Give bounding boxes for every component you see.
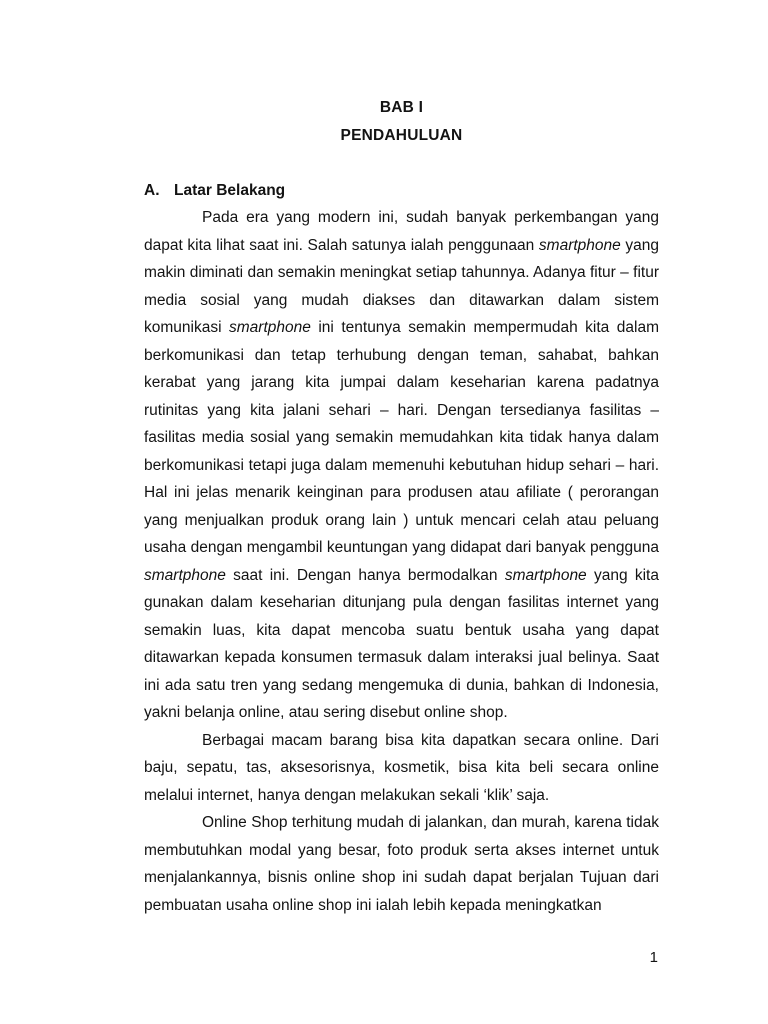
- paragraph-latar-belakang-1: Pada era yang modern ini, sudah banyak perkembangan yang dapat kita lihat saat ini. Salah satunya ialah penggunaan smartphone yang makin diminati dan semakin meningkat setiap tahunnya. Adanya fitur – fitur media sosial yang mudah diakses dan ditawarkan dalam sistem komunikasi smartphone ini tentunya semakin mempermudah kita dalam berkomunikasi dan tetap terhubung dengan teman, sahabat, bahkan kerabat yang jarang kita jumpai dalam keseharian karena padatnya rutinitas yang kita jalani sehari – hari. Dengan tersedianya fasilitas – fasilitas media sosial yang semakin memudahkan kita tidak hanya dalam berkomunikasi tetapi juga dalam memenuhi kebutuhan hidup sehari – hari. Hal ini jelas menarik keinginan para produsen atau afiliate ( perorangan yang menjualkan produk orang lain ) untuk mencari celah atau peluang usaha dengan mengambil keuntungan yang didapat dari banyak pengguna smartphone saat ini. Dengan hanya bermodalkan smartphone yang kita gunakan dalam keseharian ditunjang pula dengan fasilitas internet yang semakin luas, kita dapat mencoba suatu bentuk usaha yang dapat ditawarkan kepada konsumen termasuk dalam interaksi jual belinya. Saat ini ada satu tren yang sedang mengemuka di dunia, bahkan di Indonesia, yakni belanja online, atau sering disebut online shop.: [144, 209, 659, 721]
- document-body: [144, 204, 659, 919]
- chapter-subheading: PENDAHULUAN: [340, 126, 463, 144]
- chapter-heading: BAB I: [379, 99, 424, 116]
- paragraph-latar-belakang-2: Berbagai macam barang bisa kita dapatkan secara online. Dari baju, sepatu, tas, aksesorisnya, kosmetik, bisa kita beli secara online melalui internet, hanya dengan melakukan sekali ‘klik’ saja.: [144, 731, 659, 804]
- section-heading: [144, 177, 659, 205]
- section-label: A.: [144, 181, 160, 199]
- paragraph-latar-belakang-3: Online Shop terhitung mudah di jalankan, dan murah, karena tidak membutuhkan modal yang besar, foto produk serta akses internet untuk menjalankannya, bisnis online shop ini sudah dapat berjalan Tujuan dari pembuatan usaha online shop ini ialah lebih kepada meningkatkan: [144, 814, 659, 914]
- document-content: [144, 94, 659, 919]
- section-title: Latar Belakang: [174, 181, 286, 199]
- spacer: [144, 149, 659, 177]
- page-number: 1: [649, 949, 658, 966]
